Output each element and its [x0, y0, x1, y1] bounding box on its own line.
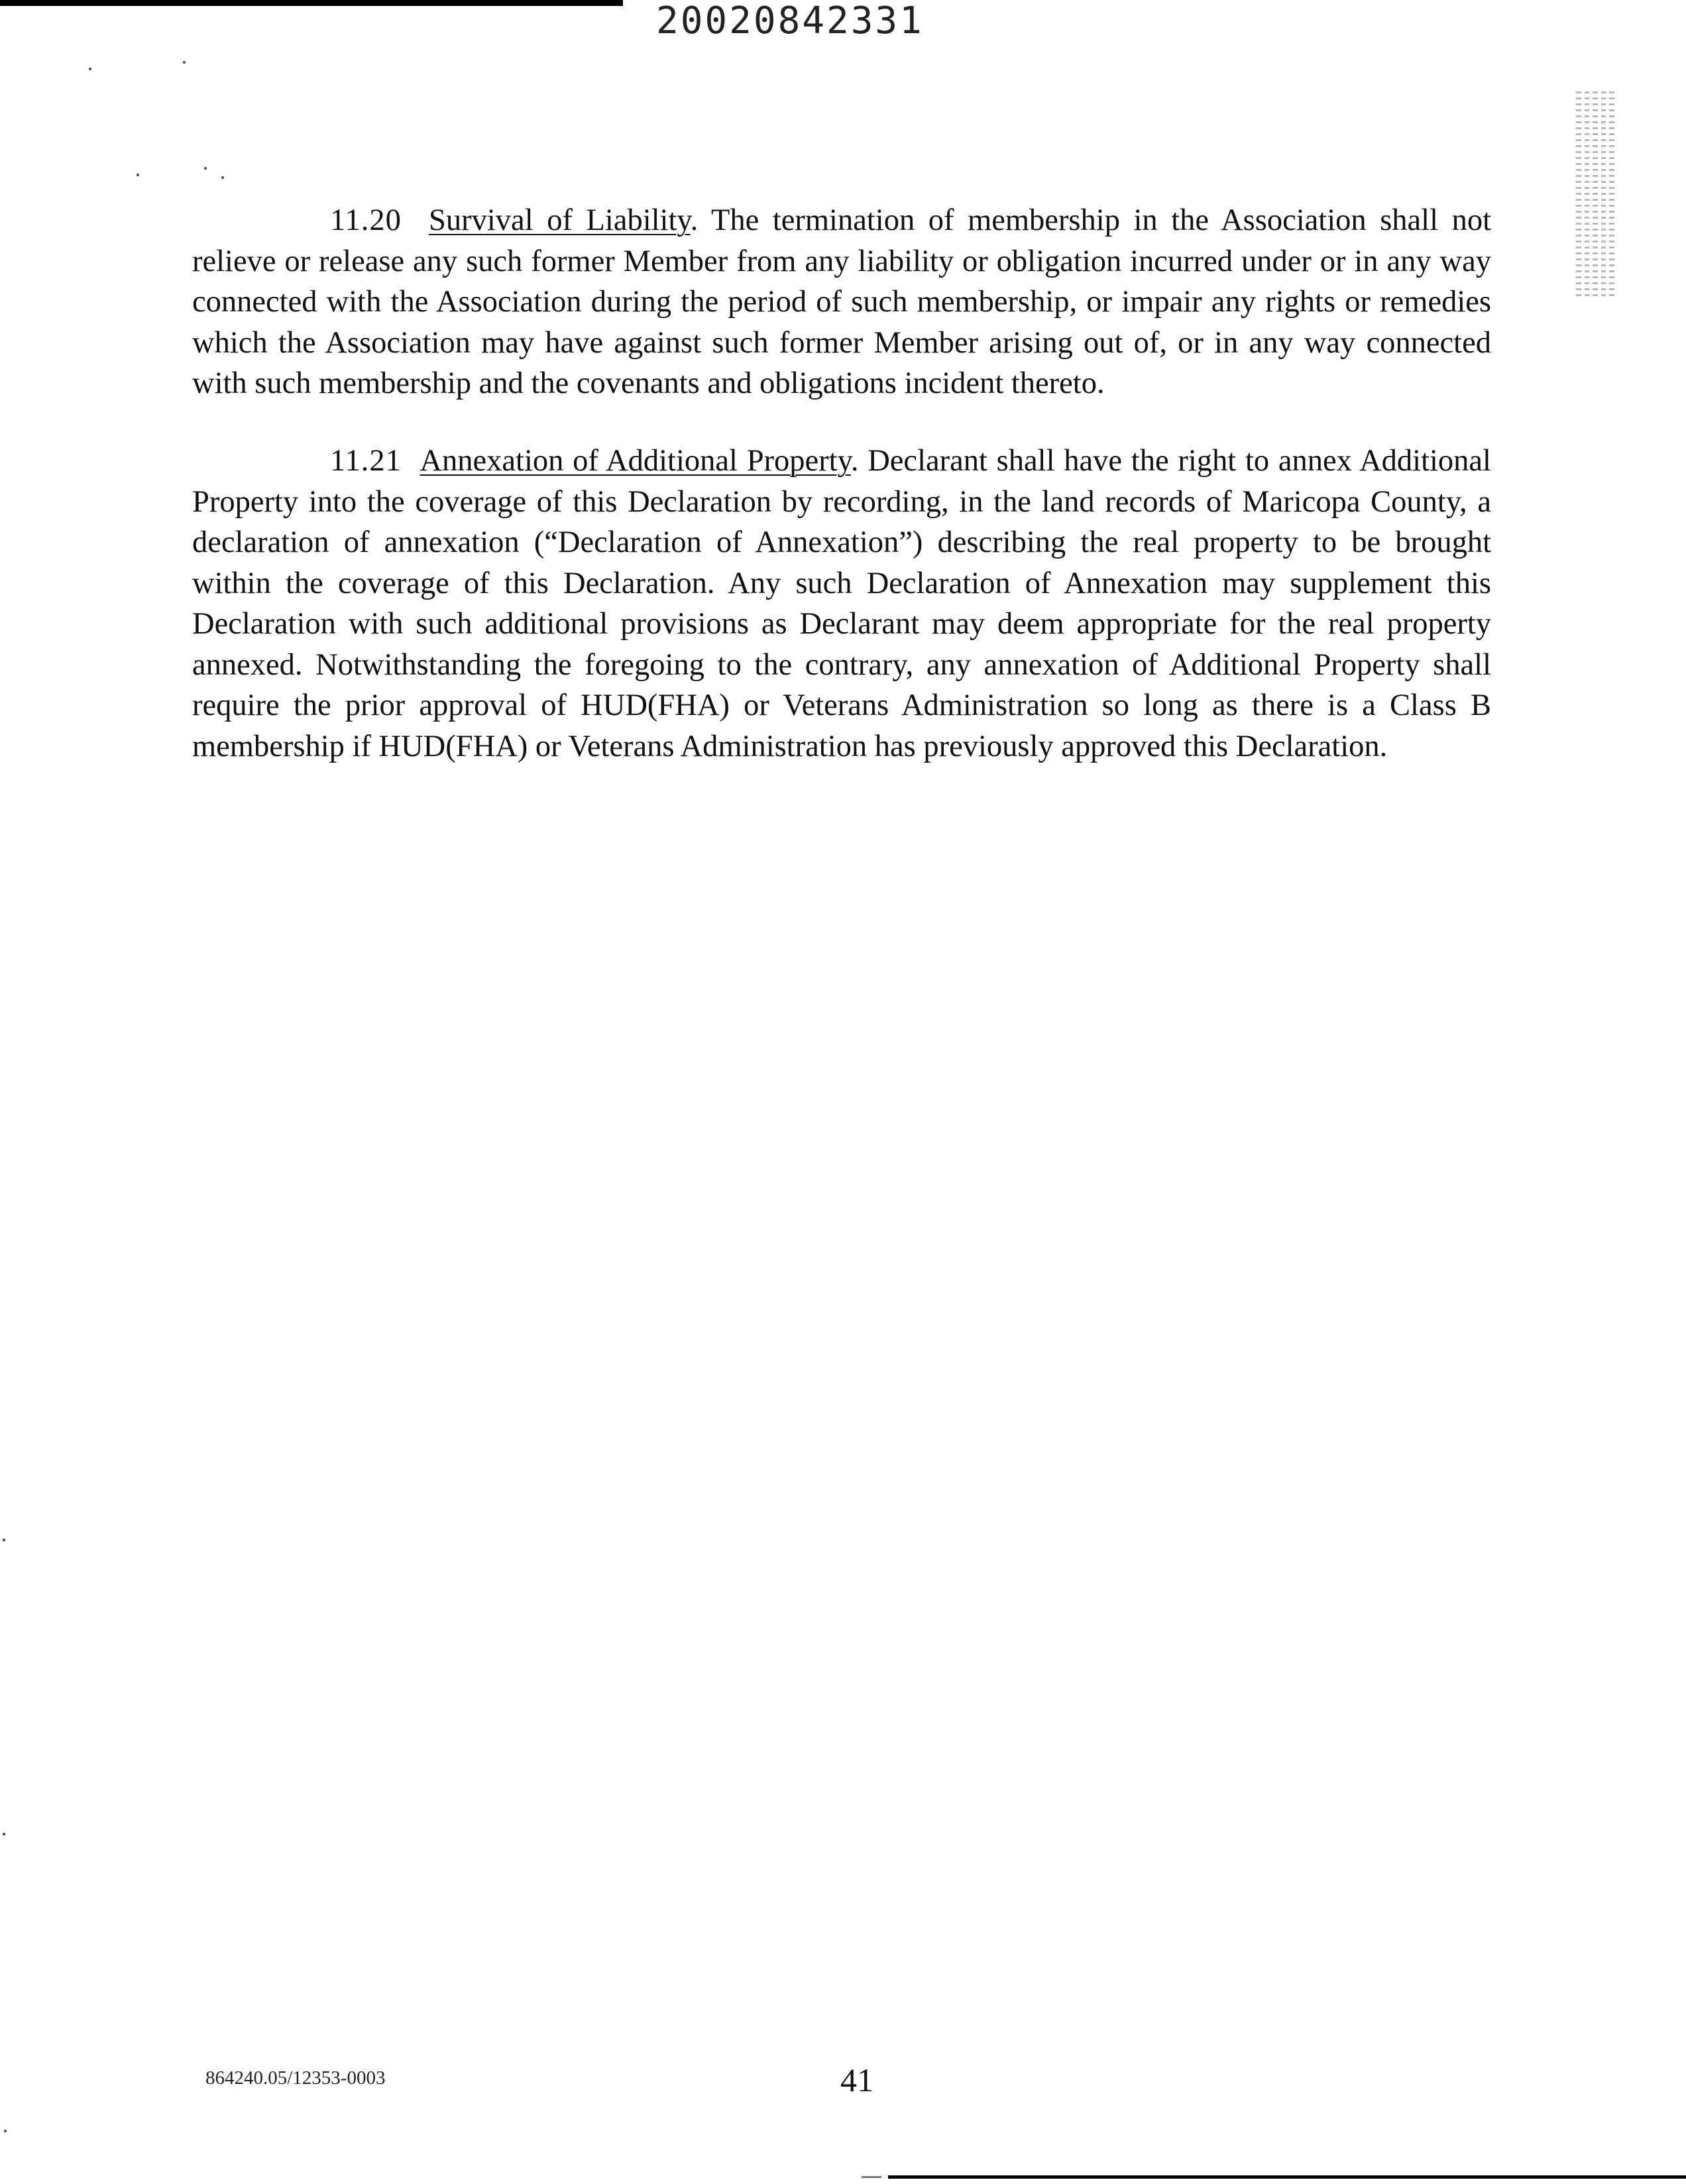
- section-title: Annexation of Additional Property: [420, 444, 851, 478]
- scan-speck: [183, 61, 186, 64]
- scan-speck: [3, 1833, 5, 1835]
- scan-speck: [3, 1539, 5, 1541]
- page-number: 41: [840, 2061, 873, 2099]
- margin-recording-stamp: [1576, 91, 1614, 297]
- bottom-scan-mark: [862, 2176, 881, 2178]
- section-number: 11.21: [330, 444, 402, 478]
- scan-speck: [137, 174, 139, 176]
- scan-speck: [4, 2130, 7, 2132]
- section-title: Survival of Liability: [429, 203, 691, 237]
- section-body: . The termination of membership in the Association shall not relieve or release any such former Member from any liability or obligation incurred under or in any way connected with the Association during the period of such membership, or impair any rights or remedies which the Association may have against such former Member arising out of, or in any way connected with such membership and the covenants and obligations incident thereto.: [192, 203, 1492, 400]
- section-number: 11.20: [330, 203, 402, 237]
- recording-number: 20020842331: [656, 0, 924, 42]
- section-11-21: [192, 441, 1491, 767]
- footer-document-reference: 864240.05/12353-0003: [205, 2067, 386, 2089]
- bottom-scan-rule: [888, 2175, 1686, 2179]
- scan-speck: [89, 68, 91, 70]
- section-body: . Declarant shall have the right to annex Additional Property into the coverage of this Declaration by recording, in the land records of Maricopa County, a declaration of annexation (“Declaration of Annexation”) describing the real property to be brought within the coverage of this Declaration. Any such Declaration of Annexation may supplement this Declaration with such additional provisions as Declarant may deem appropriate for the real property annexed. Notwithstanding the foregoing to the contrary, any annexation of Additional Property shall require the prior approval of HUD(FHA) or Veterans Administration so long as there is a Class B membership if HUD(FHA) or Veterans Administration has previously approved this Declaration.: [192, 444, 1491, 763]
- scan-speck: [204, 167, 207, 170]
- scan-speck: [221, 176, 224, 179]
- section-paragraph: [192, 200, 1491, 404]
- section-11-20: [192, 200, 1491, 404]
- top-scan-rule: [0, 0, 623, 6]
- section-paragraph: [192, 441, 1491, 767]
